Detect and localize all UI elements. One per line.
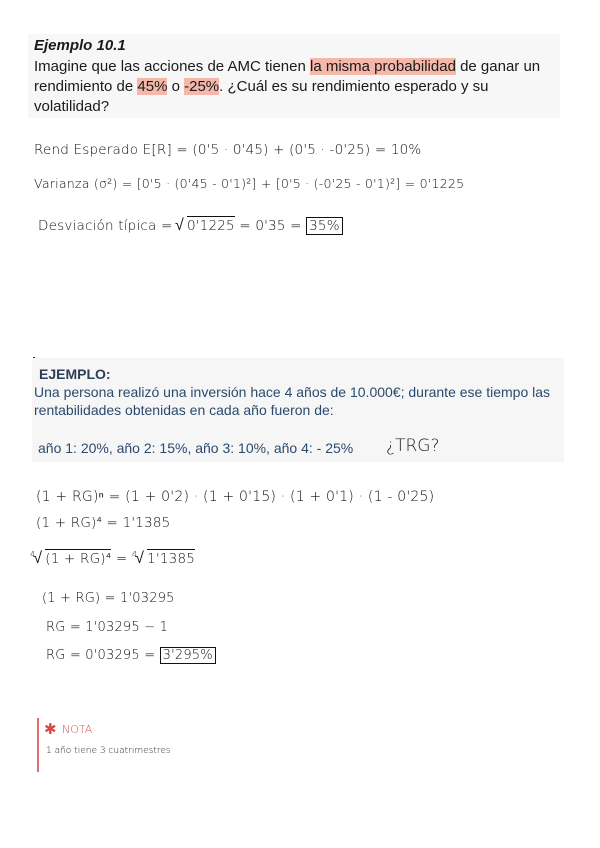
variance-line: Varianza (σ²) = [0'5 · (0'45 - 0'1)²] + [0'5 · (-0'25 - 0'1)²] = 0'1225: [34, 176, 465, 191]
rg-result-value: RG = 0'03295 =: [46, 648, 160, 663]
sqrt-radicand: 1'1385: [147, 550, 196, 567]
sqrt-radicand: (1 + RG)⁴: [45, 550, 112, 567]
example2-title: EJEMPLO:: [39, 366, 111, 382]
statement-text: Imagine que las acciones de AMC tienen: [34, 58, 310, 75]
trg-question: ¿TRG?: [386, 436, 440, 456]
std-deviation-line: [38, 218, 343, 234]
growth-product-line: (1 + RG)⁴ = 1'1385: [36, 515, 171, 531]
std-deviation-value: = 0'35 =: [234, 218, 307, 234]
sqrt-symbol: [35, 551, 111, 567]
nota-title: NOTA: [62, 723, 93, 736]
root-result-line: (1 + RG) = 1'03295: [42, 591, 175, 606]
highlight-45: 45%: [137, 78, 168, 95]
statement-text: . ¿Cuál es su rendimiento esperado y su volatilidad?: [34, 78, 489, 115]
highlight-minus-25: -25%: [184, 78, 220, 95]
example2-statement: Una persona realizó una inversión hace 4 años de 10.000€; durante ese tiempo las rentabilidades obtenidas en cada año fueron de:: [34, 384, 551, 418]
std-deviation-label: Desviación típica =: [38, 218, 177, 234]
sqrt-radicand: 0'1225: [186, 218, 235, 234]
statement-text: o: [167, 78, 185, 95]
sqrt-symbol: [177, 218, 235, 234]
rg-result-box: 3'295%: [160, 647, 216, 664]
growth-equation-line: (1 + RG)ⁿ = (1 + 0'2) · (1 + 0'15) · (1 + 0'1) · (1 - 0'25): [36, 489, 435, 505]
root-equation-line: [30, 550, 195, 567]
asterisk-icon: ✱: [44, 721, 57, 738]
rg-subtraction-line: RG = 1'03295 − 1: [46, 620, 169, 635]
statement-text: de ganar un rendimiento de: [34, 58, 541, 95]
std-deviation-result-box: 35%: [306, 217, 343, 235]
expected-return-line: Rend Esperado E[R] = (0'5 · 0'45) + (0'5 · -0'25) = 10%: [34, 142, 422, 158]
example1-title: Ejemplo 10.1: [34, 37, 126, 54]
nota-side-bar: [37, 718, 39, 772]
highlight-same-probability: la misma probabilidad: [310, 58, 456, 75]
example1-statement: [34, 57, 558, 117]
rg-result-line: [46, 648, 216, 663]
sqrt-symbol: [137, 551, 195, 567]
root-index: 4: [131, 550, 138, 559]
root-index: 4: [30, 550, 36, 559]
nota-text: 1 año tiene 3 cuatrimestres: [46, 746, 171, 756]
equals-sign: =: [111, 550, 132, 567]
example2-yearly-returns: año 1: 20%, año 2: 15%, año 3: 10%, año 4: - 25%: [38, 440, 354, 456]
